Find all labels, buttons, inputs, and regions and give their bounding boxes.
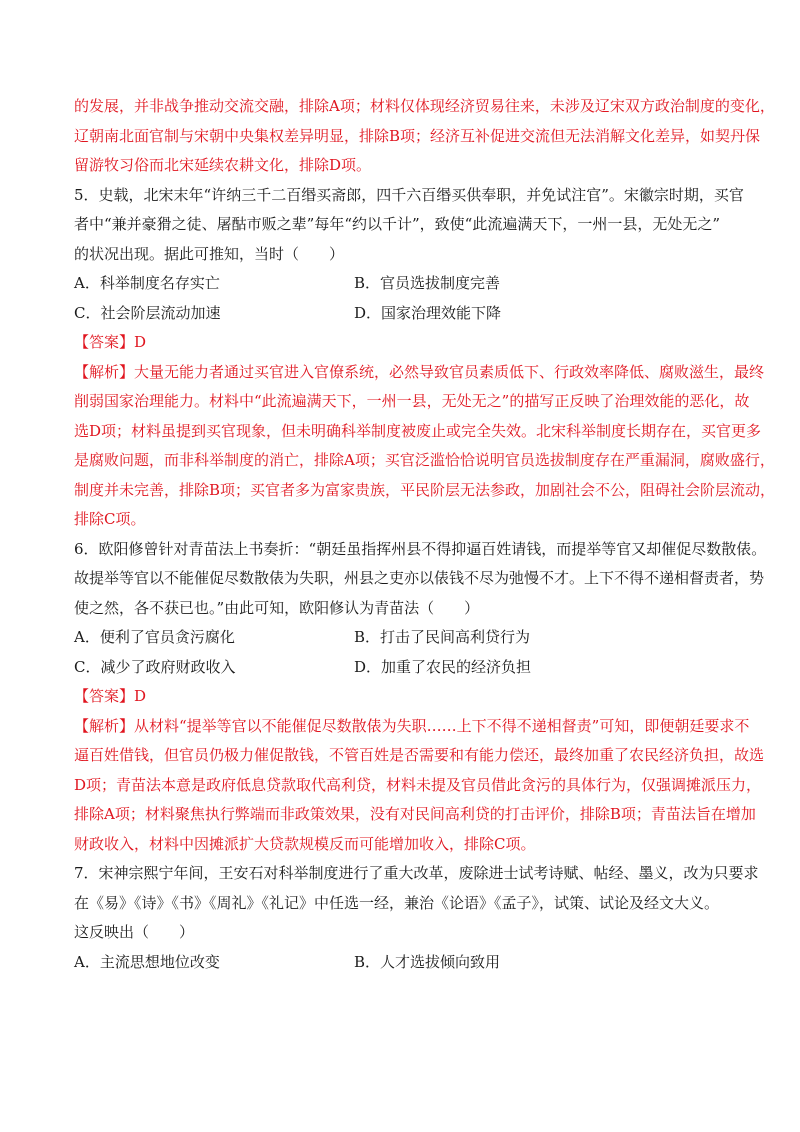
analysis-line: 逼百姓借钱，但官员仍极力催促散钱，不管百姓是否需要和有能力偿还，最终加重了农民经济负担，故选 [74,746,765,764]
previous-analysis-continuation [74,92,775,181]
analysis-line: 制度并未完善，排除B项；买官者多为富家贵族，平民阶层无法参政，加剧社会不公，阻碍社会阶层流动， [74,480,776,499]
question-stem-line: 这反映出（ ） [74,923,195,941]
option-d: D．加重了农民的经济负担 [354,657,532,676]
document-page [74,92,776,977]
question-stem-line: 在《易》《诗》《书》《周礼》《礼记》中任选一经，兼治《论语》《孟子》，试策、试论及经文大义。 [74,893,720,912]
analysis-line: 削弱国家治理能力。材料中“此流遍满天下，一州一县，无处无之”的描写正反映了治理效能的恶化，故 [74,392,750,410]
analysis-line: 是腐败问题，而非科举制度的消亡，排除A项；买官泛滥恰恰说明官员选拔制度存在严重漏洞，腐败盛行， [74,451,775,469]
analysis-line: 排除A项；材料聚焦执行弊端而非政策效果，没有对民间高利贷的打击评价，排除B项；青苗法旨在增加 [74,805,756,823]
analysis-block [74,358,776,535]
question-stem-line: 的状况出现。据此可推知，当时（ ） [74,244,345,263]
option-d: D．国家治理效能下降 [354,303,502,322]
question-stem-line: 者中“兼并豪猾之徒、屠酤市贩之辈”每年“约以千计”，致使“此流遍满天下，一州一县，无处无之” [74,215,721,233]
question-6 [74,535,767,860]
options-row [74,653,734,683]
question-stem-line: 故提举等官以不能催促尽数散俵为失职，州县之吏亦以俵钱不尽为弛慢不才。上下不得不递相督责者，势 [74,569,765,587]
analysis-line: 排除C项。 [74,510,146,528]
analysis-line: 辽朝南北面官制与宋朝中央集权差异明显，排除B项；经济互补促进交流但无法消解文化差异，如契丹保 [74,126,761,145]
option-a: A．主流思想地位改变 [74,952,220,971]
answer-label: 【答案】D [74,687,147,705]
analysis-block [74,712,765,860]
question-stem-line: 使之然，各不获已也。”由此可知，欧阳修认为青苗法（ ） [74,598,480,617]
options-row [74,299,734,329]
analysis-line: 的发展，并非战争推动交流交融，排除A项；材料仅体现经济贸易往来，未涉及辽宋双方政治制度的变化， [74,97,775,115]
option-a: A．便利了官员贪污腐化 [74,628,235,646]
question-5 [74,181,776,535]
analysis-line: 财政收入，材料中因摊派扩大贷款规模反而可能增加收入，排除C项。 [74,834,536,853]
option-b: B．人才选拔倾向致用 [354,952,501,971]
question-stem-line: 7．宋神宗熙宁年间，王安石对科举制度进行了重大改革，废除进士试考诗赋、帖经、墨义，改为只要求 [74,864,759,882]
answer-label: 【答案】D [74,333,147,351]
question-7 [74,859,759,977]
option-c: C．社会阶层流动加速 [74,303,221,322]
options-row [74,623,734,653]
analysis-line: D项；青苗法本意是政府低息贷款取代高利贷，材料未提及官员借此贪污的具体行为，仅强调摊派压力， [74,775,762,794]
option-b: B．官员选拔制度完善 [354,274,501,292]
analysis-line: 【解析】大量无能力者通过买官进入官僚系统，必然导致官员素质低下、行政效率降低、腐败滋生，最终 [74,362,765,381]
options-row [74,948,734,978]
question-stem-line: 5．史载，北宋末年“许纳三千二百缗买斋郎，四千六百缗买供奉职，并免试注官”。宋徽宗时期，买官 [74,185,744,204]
analysis-line: 【解析】从材料“提举等官以不能催促尽数散俵为失职……上下不得不递相督责”可知，即便朝廷要求不 [74,716,750,735]
question-stem-line: 6．欧阳修曾针对青苗法上书奏折：“朝廷虽指挥州县不得抑逼百姓请钱，而提举等官又却催促尽数散俵。 [74,539,767,558]
option-c: C．减少了政府财政收入 [74,657,236,676]
analysis-line: 选D项；材料虽提到买官现象，但未明确科举制度被废止或完全失效。北宋科举制度长期存在，买官更多 [74,421,762,440]
option-a: A．科举制度名存实亡 [74,274,220,292]
analysis-line: 留游牧习俗而北宋延续农耕文化，排除D项。 [74,156,372,174]
options-row [74,269,734,299]
option-b: B．打击了民间高利贷行为 [354,628,531,646]
